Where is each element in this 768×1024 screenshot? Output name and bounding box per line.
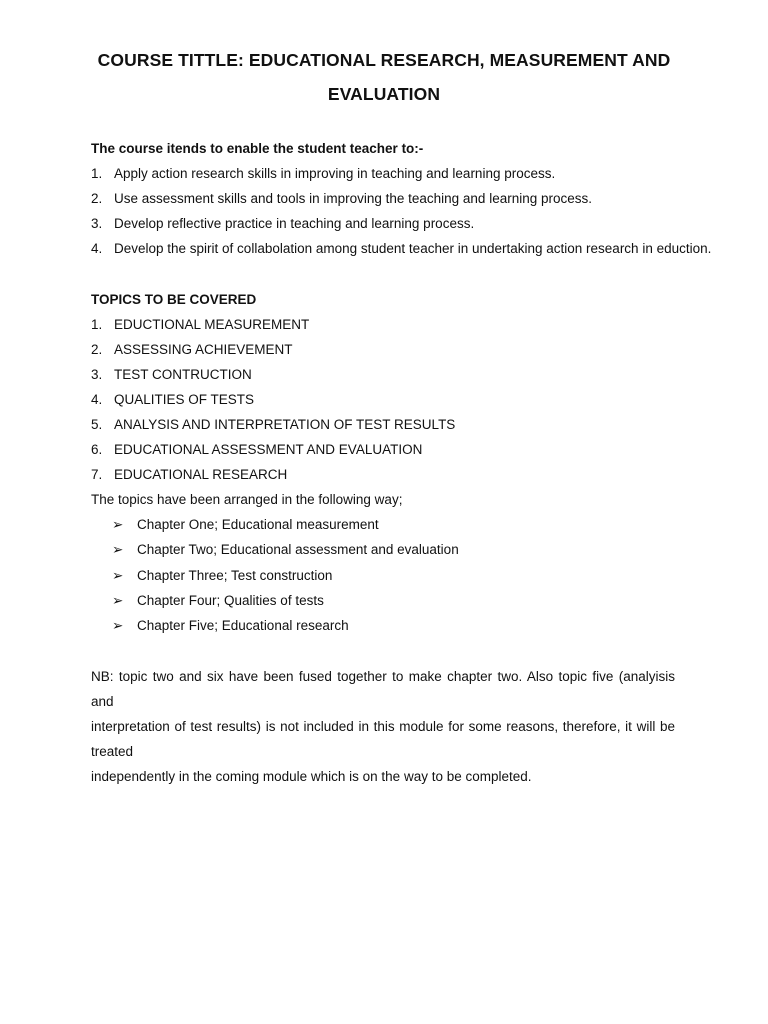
topic-text: EDUCATIONAL RESEARCH <box>114 467 288 482</box>
objective-text: Use assessment skills and tools in improving the teaching and learning process. <box>114 191 592 206</box>
arrangement-intro: The topics have been arranged in the following way; <box>91 492 403 507</box>
topic-number: 2. <box>91 342 103 357</box>
chapter-text: Chapter One; Educational measurement <box>137 517 379 532</box>
topic-text: TEST CONTRUCTION <box>114 367 252 382</box>
note-line: NB: topic two and six have been fused together to make chapter two. Also topic five (analyisis and <box>91 669 675 709</box>
chapter-text: Chapter Three; Test construction <box>137 568 333 583</box>
topic-text: EDUCTIONAL MEASUREMENT <box>114 317 310 332</box>
chapter-text: Chapter Two; Educational assessment and evaluation <box>137 542 459 557</box>
topic-number: 7. <box>91 467 103 482</box>
topic-number: 3. <box>91 367 103 382</box>
arrow-bullet-icon: ➢ <box>112 618 124 633</box>
objective-number: 3. <box>91 216 103 231</box>
objectives-heading: The course itends to enable the student teacher to:- <box>91 141 424 156</box>
note-paragraph <box>91 664 675 789</box>
note-line: interpretation of test results) is not included in this module for some reasons, therefore, it will be treated <box>91 719 675 759</box>
arrow-bullet-icon: ➢ <box>112 517 124 532</box>
course-title-line-1: COURSE TITTLE: EDUCATIONAL RESEARCH, MEASUREMENT AND <box>97 50 671 70</box>
objective-text: Apply action research skills in improving in teaching and learning process. <box>114 166 556 181</box>
objective-text: Develop reflective practice in teaching and learning process. <box>114 216 475 231</box>
topic-number: 5. <box>91 417 103 432</box>
topic-number: 6. <box>91 442 103 457</box>
topic-text: EDUCATIONAL ASSESSMENT AND EVALUATION <box>114 442 423 457</box>
chapter-text: Chapter Five; Educational research <box>137 618 349 633</box>
objective-text: Develop the spirit of collabolation among student teacher in undertaking action research in eduction. <box>114 241 712 256</box>
topic-number: 4. <box>91 392 103 407</box>
course-title-line-2: EVALUATION <box>327 84 441 104</box>
objective-number: 1. <box>91 166 103 181</box>
topic-number: 1. <box>91 317 103 332</box>
topic-text: QUALITIES OF TESTS <box>114 392 255 407</box>
topic-text: ASSESSING ACHIEVEMENT <box>114 342 293 357</box>
note-line: independently in the coming module which is on the way to be completed. <box>91 769 532 784</box>
objective-number: 4. <box>91 241 103 256</box>
arrow-bullet-icon: ➢ <box>112 542 124 557</box>
objective-number: 2. <box>91 191 103 206</box>
chapter-text: Chapter Four; Qualities of tests <box>137 593 324 608</box>
topics-heading: TOPICS TO BE COVERED <box>91 292 257 307</box>
arrow-bullet-icon: ➢ <box>112 593 124 608</box>
arrow-bullet-icon: ➢ <box>112 568 124 583</box>
topic-text: ANALYSIS AND INTERPRETATION OF TEST RESULTS <box>114 417 456 432</box>
